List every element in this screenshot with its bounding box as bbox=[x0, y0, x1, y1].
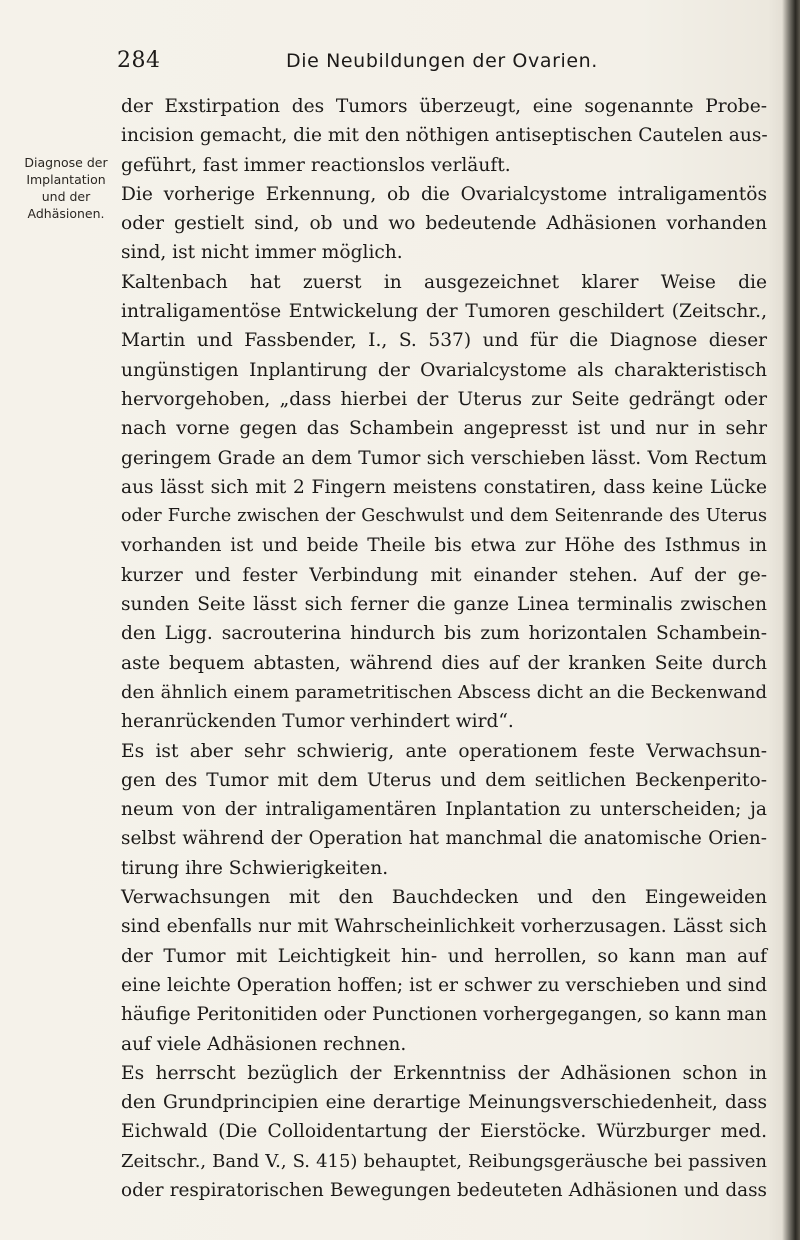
text-line: tirung ihre Schwierigkeiten. bbox=[121, 857, 389, 879]
text-line: den ähnlich einem parametritischen Abscess dicht an die Beckenwand bbox=[121, 681, 767, 703]
text-line: selbst während der Operation hat manchmal die anatomische Orien- bbox=[121, 828, 767, 850]
page-header bbox=[117, 48, 767, 82]
text-line: den Grundprincipien eine derartige Meinungsverschiedenheit, dass bbox=[121, 1092, 767, 1114]
text-line: vorhanden ist und beide Theile bis etwa zur Höhe des Isthmus in bbox=[121, 535, 767, 557]
text-line: den Ligg. sacrouterina hindurch bis zum horizontalen Schambein- bbox=[121, 623, 767, 645]
text-line: häufige Peritonitiden oder Punctionen vorhergegangen, so kann man bbox=[121, 1004, 767, 1026]
text-line: intraligamentöse Entwickelung der Tumoren geschildert (Zeitschr., bbox=[121, 301, 767, 323]
text-line: Eichwald (Die Colloidentartung der Eierstöcke. Würzburger med. bbox=[121, 1121, 767, 1143]
page-number: 284 bbox=[117, 48, 161, 73]
text-line: Es herrscht bezüglich der Erkenntniss der Adhäsionen schon in bbox=[121, 1062, 767, 1084]
text-line: aus lässt sich mit 2 Fingern meistens constatiren, dass keine Lücke bbox=[121, 476, 767, 498]
text-line: geringem Grade an dem Tumor sich verschieben lässt. Vom Rectum bbox=[121, 447, 767, 469]
text-line: gen des Tumor mit dem Uterus und dem seitlichen Beckenperito- bbox=[121, 769, 767, 791]
text-line: der Tumor mit Leichtigkeit hin- und herrollen, so kann man auf bbox=[121, 945, 767, 967]
text-line: incision gemacht, die mit den nöthigen antiseptischen Cautelen aus- bbox=[121, 125, 768, 147]
text-line: oder respiratorischen Bewegungen bedeuteten Adhäsionen und dass bbox=[121, 1179, 767, 1201]
text-line: Verwachsungen mit den Bauchdecken und den Eingeweiden bbox=[121, 887, 767, 909]
running-head: Die Neubildungen der Ovarien. bbox=[286, 50, 598, 72]
text-line: neum von der intraligamentären Inplantation zu unterscheiden; ja bbox=[121, 799, 767, 821]
text-line: der Exstirpation des Tumors überzeugt, eine sogenannte Probe- bbox=[121, 96, 767, 117]
text-line: geführt, fast immer reactionslos verläuft. bbox=[121, 154, 511, 176]
text-line: Die vorherige Erkennung, ob die Ovarialcystome intraligamentös bbox=[121, 183, 767, 205]
text-line: Zeitschr., Band V., S. 415) behauptet, Reibungsgeräusche bei passiven bbox=[121, 1150, 767, 1172]
text-line: oder gestielt sind, ob und wo bedeutende Adhäsionen vorhanden bbox=[121, 213, 767, 235]
text-line: aste bequem abtasten, während dies auf der kranken Seite durch bbox=[121, 652, 767, 674]
margin-note bbox=[20, 154, 112, 222]
body-text bbox=[121, 92, 767, 1205]
text-line: Martin und Fassbender, I., S. 537) und für die Diagnose dieser bbox=[121, 330, 767, 352]
margin-note-line: Adhäsionen. bbox=[27, 206, 105, 221]
text-line: sind ebenfalls nur mit Wahrscheinlichkeit vorherzusagen. Lässt sich bbox=[121, 916, 767, 938]
text-line: ungünstigen Inplantirung der Ovarialcystome als charakteristisch bbox=[121, 359, 767, 381]
binding-edge bbox=[782, 0, 800, 1240]
margin-note-line: und der bbox=[41, 189, 91, 204]
margin-note-line: Implantation bbox=[26, 172, 106, 187]
text-line: sind, ist nicht immer möglich. bbox=[121, 242, 403, 264]
text-line: nach vorne gegen das Schambein angepresst ist und nur in sehr bbox=[121, 418, 767, 440]
text-line: oder Furche zwischen der Geschwulst und dem Seitenrande des Uterus bbox=[121, 506, 767, 527]
text-line: hervorgehoben, „dass hierbei der Uterus zur Seite gedrängt oder bbox=[121, 388, 767, 410]
text-line: kurzer und fester Verbindung mit einander stehen. Auf der ge- bbox=[121, 564, 767, 586]
text-line: heranrückenden Tumor verhindert wird“. bbox=[121, 711, 514, 733]
margin-note-line: Diagnose der bbox=[24, 155, 108, 170]
text-line: auf viele Adhäsionen rechnen. bbox=[121, 1033, 407, 1055]
text-line: eine leichte Operation hoffen; ist er schwer zu verschieben und sind bbox=[121, 974, 767, 996]
text-line: sunden Seite lässt sich ferner die ganze Linea terminalis zwischen bbox=[121, 594, 767, 616]
text-line: Kaltenbach hat zuerst in ausgezeichnet klarer Weise die bbox=[121, 271, 767, 293]
text-line: Es ist aber sehr schwierig, ante operationem feste Verwachsun- bbox=[121, 740, 767, 762]
